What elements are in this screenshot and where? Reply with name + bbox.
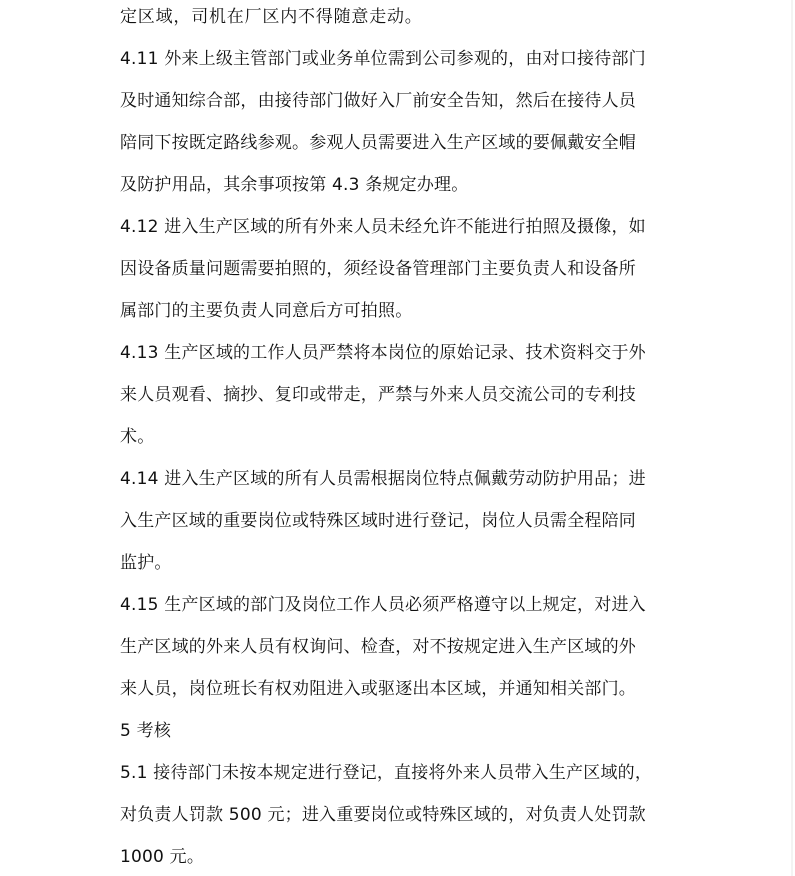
clause-4-14-line-3: 监护。 <box>120 553 172 573</box>
clause-4-11-line-1: 4.11 外来上级主管部门或业务单位需到公司参观的，由对口接待部门 <box>120 49 646 69</box>
clause-4-14-line-2: 入生产区域的重要岗位或特殊区域时进行登记，岗位人员需全程陪同 <box>120 511 636 531</box>
clause-4-15-line-2: 生产区域的外来人员有权询问、检查，对不按规定进入生产区域的外 <box>120 637 636 657</box>
clause-4-14-line-1: 4.14 进入生产区域的所有人员需根据岗位特点佩戴劳动防护用品；进 <box>120 469 646 489</box>
clause-4-11-line-2: 及时通知综合部，由接待部门做好入厂前安全告知，然后在接待人员 <box>120 91 636 111</box>
page-edge-divider <box>791 0 793 876</box>
clause-4-15-line-3: 来人员，岗位班长有权劝阻进入或驱逐出本区域，并通知相关部门。 <box>120 679 636 699</box>
clause-4-11-line-3: 陪同下按既定路线参观。参观人员需要进入生产区域的要佩戴安全帽 <box>120 133 636 153</box>
clause-5-1-line-1: 5.1 接待部门未按本规定进行登记，直接将外来人员带入生产区域的， <box>120 763 653 783</box>
clause-4-15-line-1: 4.15 生产区域的部门及岗位工作人员必须严格遵守以上规定，对进入 <box>120 595 646 615</box>
section-5-heading: 5 考核 <box>120 721 172 741</box>
clause-4-13-line-1: 4.13 生产区域的工作人员严禁将本岗位的原始记录、技术资料交于外 <box>120 343 646 363</box>
clause-4-13-line-3: 术。 <box>120 427 155 447</box>
clause-5-1-line-3: 1000 元。 <box>120 847 205 867</box>
text-line-1: 定区域，司机在厂区内不得随意走动。 <box>120 7 423 27</box>
clause-4-13-line-2: 来人员观看、摘抄、复印或带走，严禁与外来人员交流公司的专利技 <box>120 385 636 405</box>
clause-4-11-line-4: 及防护用品，其余事项按第 4.3 条规定办理。 <box>120 175 469 195</box>
clause-4-12-line-3: 属部门的主要负责人同意后方可拍照。 <box>120 301 413 321</box>
clause-4-12-line-1: 4.12 进入生产区域的所有外来人员未经允许不能进行拍照及摄像，如 <box>120 217 646 237</box>
clause-5-1-line-2: 对负责人罚款 500 元；进入重要岗位或特殊区域的，对负责人处罚款 <box>120 805 646 825</box>
clause-4-12-line-2: 因设备质量问题需要拍照的，须经设备管理部门主要负责人和设备所 <box>120 259 636 279</box>
